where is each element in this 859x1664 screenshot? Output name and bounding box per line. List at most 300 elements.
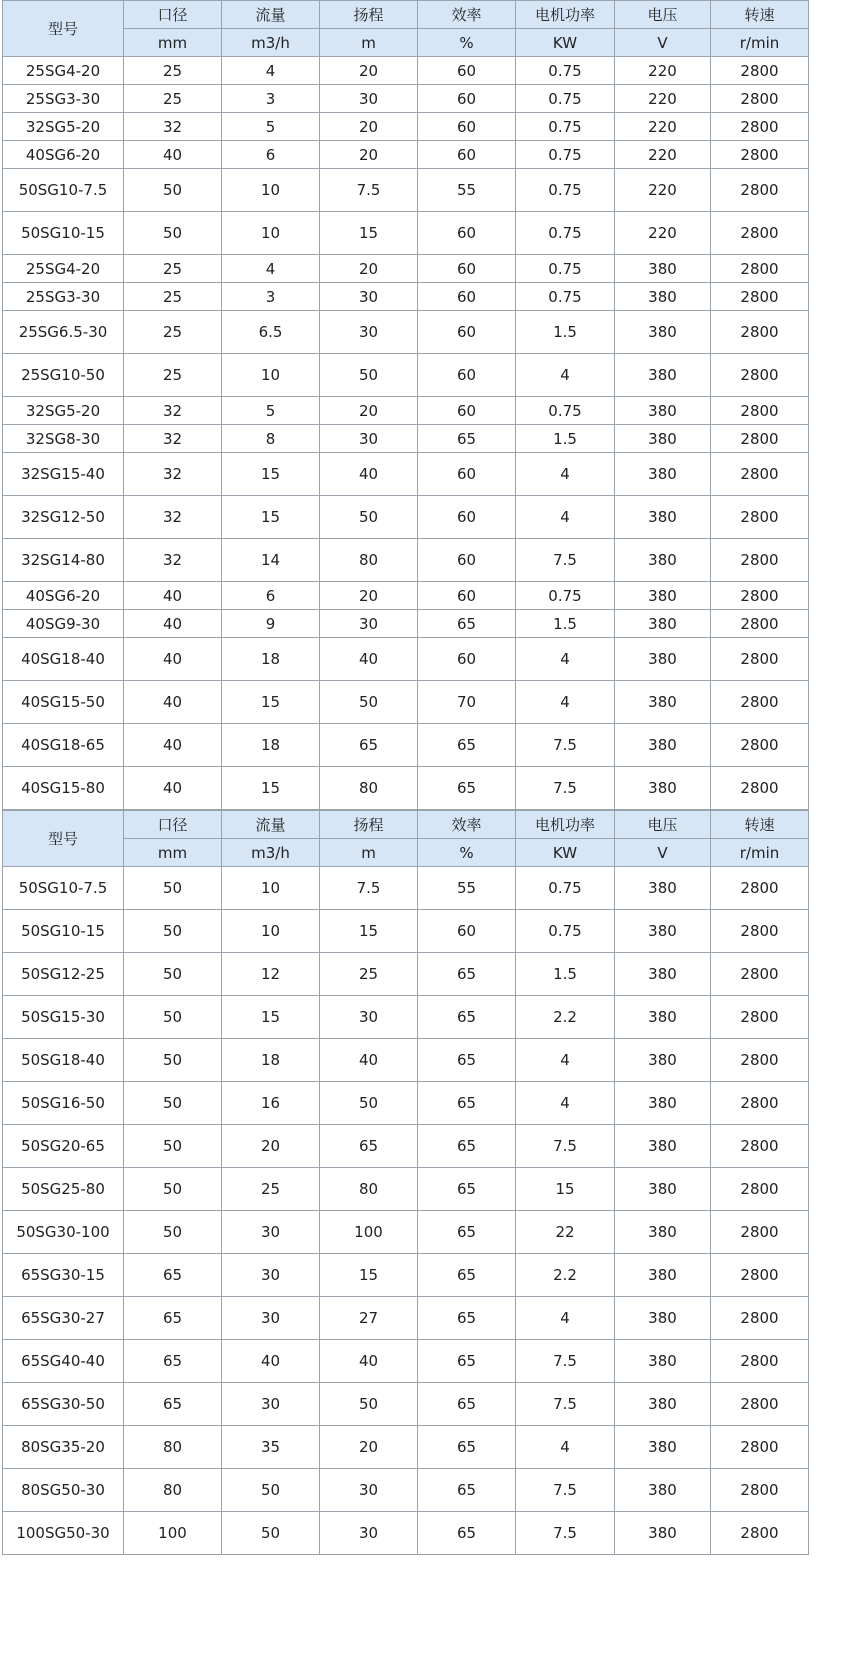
unit-efficiency: % bbox=[418, 839, 516, 867]
cell-caliber: 50 bbox=[124, 996, 222, 1039]
cell-efficiency: 60 bbox=[418, 311, 516, 354]
cell-speed: 2800 bbox=[711, 610, 809, 638]
cell-efficiency: 65 bbox=[418, 1039, 516, 1082]
cell-motor-power: 0.75 bbox=[516, 113, 615, 141]
cell-model: 25SG3-30 bbox=[3, 85, 124, 113]
cell-voltage: 380 bbox=[615, 1512, 711, 1555]
cell-motor-power: 0.75 bbox=[516, 57, 615, 85]
cell-speed: 2800 bbox=[711, 397, 809, 425]
unit-voltage: V bbox=[615, 29, 711, 57]
table-row bbox=[3, 212, 809, 255]
cell-model: 32SG12-50 bbox=[3, 496, 124, 539]
cell-model: 65SG30-15 bbox=[3, 1254, 124, 1297]
header-motor-power: 电机功率 bbox=[516, 1, 615, 29]
table-row bbox=[3, 767, 809, 810]
cell-voltage: 380 bbox=[615, 953, 711, 996]
cell-speed: 2800 bbox=[711, 1125, 809, 1168]
cell-caliber: 32 bbox=[124, 539, 222, 582]
cell-voltage: 220 bbox=[615, 212, 711, 255]
table-row bbox=[3, 255, 809, 283]
cell-speed: 2800 bbox=[711, 354, 809, 397]
unit-row bbox=[3, 839, 809, 867]
table-row bbox=[3, 582, 809, 610]
cell-speed: 2800 bbox=[711, 425, 809, 453]
table-row bbox=[3, 397, 809, 425]
cell-voltage: 220 bbox=[615, 113, 711, 141]
cell-caliber: 32 bbox=[124, 113, 222, 141]
cell-motor-power: 22 bbox=[516, 1211, 615, 1254]
cell-head: 7.5 bbox=[320, 169, 418, 212]
cell-motor-power: 0.75 bbox=[516, 85, 615, 113]
cell-caliber: 40 bbox=[124, 582, 222, 610]
cell-model: 25SG4-20 bbox=[3, 57, 124, 85]
cell-motor-power: 1.5 bbox=[516, 311, 615, 354]
cell-flow: 5 bbox=[222, 113, 320, 141]
cell-model: 40SG9-30 bbox=[3, 610, 124, 638]
cell-voltage: 220 bbox=[615, 169, 711, 212]
cell-head: 30 bbox=[320, 1469, 418, 1512]
cell-model: 25SG3-30 bbox=[3, 283, 124, 311]
cell-motor-power: 2.2 bbox=[516, 996, 615, 1039]
cell-speed: 2800 bbox=[711, 311, 809, 354]
table-row bbox=[3, 283, 809, 311]
cell-motor-power: 7.5 bbox=[516, 724, 615, 767]
cell-model: 40SG18-65 bbox=[3, 724, 124, 767]
cell-motor-power: 0.75 bbox=[516, 283, 615, 311]
cell-flow: 15 bbox=[222, 453, 320, 496]
cell-head: 20 bbox=[320, 582, 418, 610]
cell-head: 20 bbox=[320, 1426, 418, 1469]
table-row bbox=[3, 496, 809, 539]
header-voltage: 电压 bbox=[615, 811, 711, 839]
cell-model: 50SG30-100 bbox=[3, 1211, 124, 1254]
cell-caliber: 65 bbox=[124, 1254, 222, 1297]
unit-speed: r/min bbox=[711, 839, 809, 867]
cell-voltage: 380 bbox=[615, 610, 711, 638]
cell-model: 25SG10-50 bbox=[3, 354, 124, 397]
table-row bbox=[3, 1082, 809, 1125]
cell-head: 20 bbox=[320, 255, 418, 283]
cell-efficiency: 60 bbox=[418, 453, 516, 496]
table-row bbox=[3, 1340, 809, 1383]
cell-flow: 15 bbox=[222, 996, 320, 1039]
cell-efficiency: 60 bbox=[418, 255, 516, 283]
cell-caliber: 50 bbox=[124, 1168, 222, 1211]
cell-motor-power: 7.5 bbox=[516, 767, 615, 810]
cell-efficiency: 60 bbox=[418, 397, 516, 425]
cell-efficiency: 65 bbox=[418, 1254, 516, 1297]
header-motor-power: 电机功率 bbox=[516, 811, 615, 839]
table-row bbox=[3, 1426, 809, 1469]
cell-voltage: 220 bbox=[615, 57, 711, 85]
cell-speed: 2800 bbox=[711, 1512, 809, 1555]
cell-voltage: 380 bbox=[615, 255, 711, 283]
cell-head: 20 bbox=[320, 57, 418, 85]
cell-motor-power: 1.5 bbox=[516, 610, 615, 638]
cell-speed: 2800 bbox=[711, 953, 809, 996]
cell-model: 32SG8-30 bbox=[3, 425, 124, 453]
cell-motor-power: 0.75 bbox=[516, 910, 615, 953]
cell-speed: 2800 bbox=[711, 496, 809, 539]
table-row bbox=[3, 1039, 809, 1082]
cell-flow: 30 bbox=[222, 1211, 320, 1254]
cell-flow: 6.5 bbox=[222, 311, 320, 354]
table-row bbox=[3, 953, 809, 996]
cell-motor-power: 15 bbox=[516, 1168, 615, 1211]
cell-voltage: 380 bbox=[615, 638, 711, 681]
cell-head: 65 bbox=[320, 724, 418, 767]
cell-flow: 18 bbox=[222, 1039, 320, 1082]
cell-caliber: 32 bbox=[124, 397, 222, 425]
cell-efficiency: 65 bbox=[418, 425, 516, 453]
cell-speed: 2800 bbox=[711, 767, 809, 810]
header-voltage: 电压 bbox=[615, 1, 711, 29]
cell-head: 30 bbox=[320, 283, 418, 311]
cell-efficiency: 60 bbox=[418, 113, 516, 141]
cell-motor-power: 0.75 bbox=[516, 212, 615, 255]
unit-speed: r/min bbox=[711, 29, 809, 57]
cell-caliber: 40 bbox=[124, 638, 222, 681]
cell-flow: 35 bbox=[222, 1426, 320, 1469]
cell-efficiency: 65 bbox=[418, 1211, 516, 1254]
cell-voltage: 380 bbox=[615, 453, 711, 496]
cell-head: 25 bbox=[320, 953, 418, 996]
pump-spec-document bbox=[2, 0, 808, 1555]
cell-caliber: 50 bbox=[124, 1211, 222, 1254]
cell-voltage: 380 bbox=[615, 539, 711, 582]
table-row bbox=[3, 610, 809, 638]
cell-model: 32SG15-40 bbox=[3, 453, 124, 496]
table-row bbox=[3, 1469, 809, 1512]
cell-flow: 25 bbox=[222, 1168, 320, 1211]
cell-caliber: 40 bbox=[124, 141, 222, 169]
table-row bbox=[3, 724, 809, 767]
cell-caliber: 40 bbox=[124, 724, 222, 767]
cell-caliber: 25 bbox=[124, 255, 222, 283]
cell-speed: 2800 bbox=[711, 1297, 809, 1340]
cell-model: 40SG6-20 bbox=[3, 141, 124, 169]
cell-head: 20 bbox=[320, 141, 418, 169]
cell-caliber: 65 bbox=[124, 1340, 222, 1383]
cell-caliber: 80 bbox=[124, 1469, 222, 1512]
cell-head: 30 bbox=[320, 311, 418, 354]
cell-voltage: 380 bbox=[615, 1168, 711, 1211]
cell-flow: 20 bbox=[222, 1125, 320, 1168]
cell-efficiency: 60 bbox=[418, 212, 516, 255]
cell-efficiency: 60 bbox=[418, 496, 516, 539]
table-row bbox=[3, 57, 809, 85]
cell-motor-power: 4 bbox=[516, 1039, 615, 1082]
cell-motor-power: 0.75 bbox=[516, 582, 615, 610]
cell-efficiency: 60 bbox=[418, 910, 516, 953]
table-row bbox=[3, 425, 809, 453]
cell-speed: 2800 bbox=[711, 681, 809, 724]
unit-head: m bbox=[320, 839, 418, 867]
cell-model: 50SG16-50 bbox=[3, 1082, 124, 1125]
cell-efficiency: 65 bbox=[418, 1512, 516, 1555]
cell-motor-power: 4 bbox=[516, 681, 615, 724]
cell-caliber: 50 bbox=[124, 1125, 222, 1168]
cell-head: 80 bbox=[320, 539, 418, 582]
unit-voltage: V bbox=[615, 839, 711, 867]
cell-speed: 2800 bbox=[711, 1082, 809, 1125]
cell-caliber: 50 bbox=[124, 953, 222, 996]
cell-efficiency: 65 bbox=[418, 1469, 516, 1512]
cell-caliber: 65 bbox=[124, 1383, 222, 1426]
cell-voltage: 380 bbox=[615, 397, 711, 425]
cell-voltage: 380 bbox=[615, 1125, 711, 1168]
cell-model: 50SG15-30 bbox=[3, 996, 124, 1039]
cell-efficiency: 55 bbox=[418, 867, 516, 910]
cell-speed: 2800 bbox=[711, 867, 809, 910]
cell-speed: 2800 bbox=[711, 113, 809, 141]
cell-head: 40 bbox=[320, 638, 418, 681]
cell-voltage: 380 bbox=[615, 582, 711, 610]
cell-motor-power: 4 bbox=[516, 453, 615, 496]
cell-model: 80SG35-20 bbox=[3, 1426, 124, 1469]
cell-caliber: 25 bbox=[124, 311, 222, 354]
cell-motor-power: 0.75 bbox=[516, 255, 615, 283]
cell-speed: 2800 bbox=[711, 1383, 809, 1426]
cell-flow: 50 bbox=[222, 1512, 320, 1555]
cell-head: 15 bbox=[320, 1254, 418, 1297]
header-row bbox=[3, 1, 809, 29]
cell-speed: 2800 bbox=[711, 169, 809, 212]
cell-head: 50 bbox=[320, 1082, 418, 1125]
cell-speed: 2800 bbox=[711, 453, 809, 496]
cell-model: 100SG50-30 bbox=[3, 1512, 124, 1555]
cell-flow: 16 bbox=[222, 1082, 320, 1125]
cell-model: 50SG10-15 bbox=[3, 910, 124, 953]
cell-flow: 4 bbox=[222, 255, 320, 283]
cell-flow: 4 bbox=[222, 57, 320, 85]
cell-efficiency: 60 bbox=[418, 85, 516, 113]
cell-voltage: 220 bbox=[615, 85, 711, 113]
cell-efficiency: 60 bbox=[418, 638, 516, 681]
cell-voltage: 380 bbox=[615, 681, 711, 724]
cell-head: 50 bbox=[320, 354, 418, 397]
cell-efficiency: 65 bbox=[418, 1340, 516, 1383]
cell-head: 7.5 bbox=[320, 867, 418, 910]
cell-efficiency: 60 bbox=[418, 354, 516, 397]
cell-motor-power: 7.5 bbox=[516, 1383, 615, 1426]
cell-flow: 15 bbox=[222, 496, 320, 539]
cell-caliber: 50 bbox=[124, 1082, 222, 1125]
cell-efficiency: 65 bbox=[418, 767, 516, 810]
cell-flow: 3 bbox=[222, 283, 320, 311]
table-row bbox=[3, 1168, 809, 1211]
cell-motor-power: 2.2 bbox=[516, 1254, 615, 1297]
cell-flow: 18 bbox=[222, 724, 320, 767]
cell-motor-power: 7.5 bbox=[516, 1469, 615, 1512]
cell-flow: 12 bbox=[222, 953, 320, 996]
spec-table bbox=[2, 0, 809, 810]
table-row bbox=[3, 354, 809, 397]
cell-voltage: 380 bbox=[615, 354, 711, 397]
cell-model: 65SG30-50 bbox=[3, 1383, 124, 1426]
cell-caliber: 25 bbox=[124, 283, 222, 311]
cell-motor-power: 4 bbox=[516, 1426, 615, 1469]
cell-caliber: 50 bbox=[124, 212, 222, 255]
table-row bbox=[3, 996, 809, 1039]
cell-efficiency: 65 bbox=[418, 1168, 516, 1211]
cell-efficiency: 65 bbox=[418, 1125, 516, 1168]
cell-flow: 10 bbox=[222, 169, 320, 212]
unit-caliber: mm bbox=[124, 29, 222, 57]
cell-head: 20 bbox=[320, 113, 418, 141]
header-efficiency: 效率 bbox=[418, 1, 516, 29]
cell-flow: 30 bbox=[222, 1254, 320, 1297]
cell-flow: 3 bbox=[222, 85, 320, 113]
cell-voltage: 380 bbox=[615, 1039, 711, 1082]
header-head: 扬程 bbox=[320, 811, 418, 839]
cell-efficiency: 65 bbox=[418, 1082, 516, 1125]
cell-model: 50SG10-15 bbox=[3, 212, 124, 255]
table-row bbox=[3, 910, 809, 953]
cell-head: 30 bbox=[320, 1512, 418, 1555]
cell-flow: 6 bbox=[222, 582, 320, 610]
cell-caliber: 25 bbox=[124, 57, 222, 85]
cell-voltage: 380 bbox=[615, 910, 711, 953]
cell-caliber: 25 bbox=[124, 85, 222, 113]
cell-flow: 10 bbox=[222, 910, 320, 953]
cell-voltage: 380 bbox=[615, 996, 711, 1039]
header-flow: 流量 bbox=[222, 811, 320, 839]
cell-flow: 15 bbox=[222, 767, 320, 810]
table-row bbox=[3, 867, 809, 910]
cell-model: 50SG10-7.5 bbox=[3, 867, 124, 910]
cell-head: 40 bbox=[320, 1340, 418, 1383]
cell-motor-power: 0.75 bbox=[516, 169, 615, 212]
unit-caliber: mm bbox=[124, 839, 222, 867]
table-row bbox=[3, 113, 809, 141]
cell-efficiency: 70 bbox=[418, 681, 516, 724]
cell-voltage: 380 bbox=[615, 1297, 711, 1340]
cell-motor-power: 4 bbox=[516, 496, 615, 539]
cell-efficiency: 60 bbox=[418, 283, 516, 311]
cell-caliber: 40 bbox=[124, 767, 222, 810]
cell-voltage: 380 bbox=[615, 767, 711, 810]
cell-motor-power: 7.5 bbox=[516, 1125, 615, 1168]
cell-flow: 14 bbox=[222, 539, 320, 582]
cell-motor-power: 7.5 bbox=[516, 1512, 615, 1555]
cell-speed: 2800 bbox=[711, 1340, 809, 1383]
cell-voltage: 380 bbox=[615, 1469, 711, 1512]
cell-motor-power: 4 bbox=[516, 354, 615, 397]
unit-motor-power: KW bbox=[516, 29, 615, 57]
cell-flow: 9 bbox=[222, 610, 320, 638]
cell-caliber: 40 bbox=[124, 681, 222, 724]
cell-efficiency: 60 bbox=[418, 141, 516, 169]
cell-model: 50SG18-40 bbox=[3, 1039, 124, 1082]
unit-row bbox=[3, 29, 809, 57]
unit-efficiency: % bbox=[418, 29, 516, 57]
cell-speed: 2800 bbox=[711, 1469, 809, 1512]
cell-speed: 2800 bbox=[711, 539, 809, 582]
table-row bbox=[3, 681, 809, 724]
cell-model: 25SG6.5-30 bbox=[3, 311, 124, 354]
cell-head: 27 bbox=[320, 1297, 418, 1340]
cell-flow: 30 bbox=[222, 1383, 320, 1426]
cell-model: 50SG20-65 bbox=[3, 1125, 124, 1168]
cell-speed: 2800 bbox=[711, 57, 809, 85]
table-row bbox=[3, 85, 809, 113]
cell-voltage: 380 bbox=[615, 425, 711, 453]
cell-model: 32SG14-80 bbox=[3, 539, 124, 582]
spec-table bbox=[2, 810, 809, 1555]
cell-head: 65 bbox=[320, 1125, 418, 1168]
cell-head: 30 bbox=[320, 610, 418, 638]
cell-caliber: 50 bbox=[124, 169, 222, 212]
table-row bbox=[3, 1211, 809, 1254]
cell-head: 100 bbox=[320, 1211, 418, 1254]
unit-flow: m3/h bbox=[222, 839, 320, 867]
header-row bbox=[3, 811, 809, 839]
cell-model: 25SG4-20 bbox=[3, 255, 124, 283]
cell-head: 15 bbox=[320, 910, 418, 953]
table-row bbox=[3, 638, 809, 681]
cell-head: 15 bbox=[320, 212, 418, 255]
cell-caliber: 65 bbox=[124, 1297, 222, 1340]
cell-model: 40SG15-50 bbox=[3, 681, 124, 724]
cell-efficiency: 65 bbox=[418, 953, 516, 996]
cell-flow: 5 bbox=[222, 397, 320, 425]
cell-voltage: 380 bbox=[615, 1082, 711, 1125]
cell-flow: 6 bbox=[222, 141, 320, 169]
cell-head: 30 bbox=[320, 85, 418, 113]
cell-efficiency: 65 bbox=[418, 1383, 516, 1426]
cell-model: 80SG50-30 bbox=[3, 1469, 124, 1512]
cell-voltage: 380 bbox=[615, 867, 711, 910]
cell-flow: 50 bbox=[222, 1469, 320, 1512]
cell-speed: 2800 bbox=[711, 582, 809, 610]
cell-motor-power: 1.5 bbox=[516, 425, 615, 453]
cell-caliber: 50 bbox=[124, 1039, 222, 1082]
cell-model: 50SG10-7.5 bbox=[3, 169, 124, 212]
table-row bbox=[3, 539, 809, 582]
cell-speed: 2800 bbox=[711, 141, 809, 169]
cell-head: 50 bbox=[320, 496, 418, 539]
cell-motor-power: 0.75 bbox=[516, 141, 615, 169]
cell-efficiency: 60 bbox=[418, 582, 516, 610]
table-row bbox=[3, 1383, 809, 1426]
cell-voltage: 380 bbox=[615, 283, 711, 311]
cell-efficiency: 65 bbox=[418, 1297, 516, 1340]
table-row bbox=[3, 1512, 809, 1555]
unit-motor-power: KW bbox=[516, 839, 615, 867]
cell-model: 50SG25-80 bbox=[3, 1168, 124, 1211]
cell-motor-power: 4 bbox=[516, 1297, 615, 1340]
cell-caliber: 40 bbox=[124, 610, 222, 638]
cell-flow: 10 bbox=[222, 867, 320, 910]
cell-speed: 2800 bbox=[711, 255, 809, 283]
cell-efficiency: 65 bbox=[418, 610, 516, 638]
unit-flow: m3/h bbox=[222, 29, 320, 57]
header-flow: 流量 bbox=[222, 1, 320, 29]
table-row bbox=[3, 1125, 809, 1168]
cell-model: 32SG5-20 bbox=[3, 113, 124, 141]
cell-voltage: 380 bbox=[615, 1383, 711, 1426]
cell-motor-power: 1.5 bbox=[516, 953, 615, 996]
cell-efficiency: 65 bbox=[418, 996, 516, 1039]
table-row bbox=[3, 453, 809, 496]
cell-voltage: 380 bbox=[615, 1340, 711, 1383]
cell-flow: 30 bbox=[222, 1297, 320, 1340]
cell-caliber: 32 bbox=[124, 453, 222, 496]
header-caliber: 口径 bbox=[124, 1, 222, 29]
header-speed: 转速 bbox=[711, 1, 809, 29]
cell-speed: 2800 bbox=[711, 1039, 809, 1082]
